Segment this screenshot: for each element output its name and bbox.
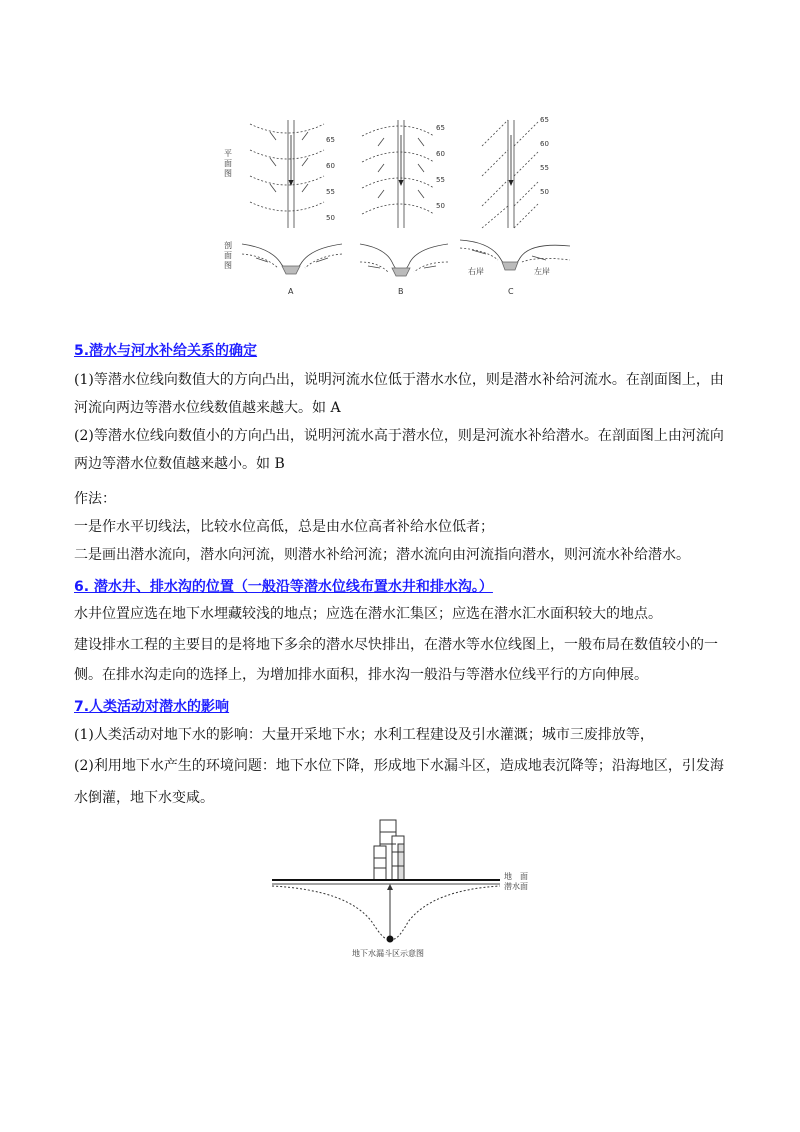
panel-b-plan [362, 120, 434, 228]
panel-c-plan [482, 120, 538, 228]
section5-line-4: 两边等潜水位数值越来越小。如 B [74, 456, 285, 472]
panel-c-contour-3: 55 [540, 164, 549, 172]
section5-line-2: 河流向两边等潜水位线数值越来越大。如 A [74, 400, 341, 416]
figure-caption: 地下水漏斗区示意图 [352, 949, 424, 958]
panel-a-contour-4: 50 [326, 214, 335, 222]
panel-b-section [360, 244, 448, 276]
groundwater-river-figure [220, 110, 580, 305]
panel-b-contour-1: 65 [436, 124, 445, 132]
section5-line-1: (1)等潜水位线向数值大的方向凸出，说明河流水位低于潜水水位，则是潜水补给河流水。在剖面图上，由 [74, 372, 724, 388]
panel-c-contour-2: 60 [540, 140, 549, 148]
panel-b-label: B [398, 287, 404, 296]
pump-point [387, 936, 394, 943]
panel-a-plan [250, 120, 324, 228]
section6-line-2: 建设排水工程的主要目的是将地下多余的潜水尽快排出，在潜水等水位线图上，一般布局在数值较小的一 [74, 637, 718, 653]
panel-b-contour-3: 55 [436, 176, 445, 184]
panel-a-contour-2: 60 [326, 162, 335, 170]
section7-line-2: (2)利用地下水产生的环境问题：地下水位下降，形成地下水漏斗区，造成地表沉降等；沿海地区，引发海 [74, 758, 724, 774]
plan-label-char1: 平 [224, 149, 232, 158]
section5-line-5: 作法： [74, 491, 116, 507]
section7-line-3: 水倒灌，地下水变咸。 [74, 790, 214, 806]
panel-b-contour-4: 50 [436, 202, 445, 210]
panel-a-section [242, 244, 342, 274]
section5-line-3: (2)等潜水位线向数值小的方向凸出，说明河流水高于潜水位，则是河流水补给潜水。在剖面图上由河流向 [74, 428, 724, 444]
panel-c-right-bank: 右岸 [468, 267, 484, 276]
panel-c-left-bank: 左岸 [534, 267, 550, 276]
section-label-char3: 图 [224, 261, 232, 270]
section5-title: 5.潜水与河水补给关系的确定 [74, 343, 258, 359]
panel-a-contour-3: 55 [326, 188, 335, 196]
section6-line-1: 水井位置应选在地下水埋藏较浅的地点；应选在潜水汇集区；应选在潜水汇水面积较大的地点。 [74, 606, 662, 622]
section-label-char1: 剖 [224, 241, 232, 250]
plan-label-char3: 图 [224, 169, 232, 178]
panel-c-contour-4: 50 [540, 188, 549, 196]
panel-c-contour-1: 65 [540, 116, 549, 124]
water-table-label: 潜水面 [504, 882, 528, 891]
plan-label-char2: 面 [224, 159, 232, 168]
section7-line-1: (1)人类活动对地下水的影响：大量开采地下水；水利工程建设及引水灌溉；城市三废排放等， [74, 727, 654, 743]
well-arrow [387, 884, 393, 890]
panel-a-contour-1: 65 [326, 136, 335, 144]
panel-c-label: C [508, 287, 514, 296]
section6-line-3: 侧。在排水沟走向的选择上，为增加排水面积，排水沟一般沿与等潜水位线平行的方向伸展。 [74, 667, 648, 683]
panel-b-contour-2: 60 [436, 150, 445, 158]
ground-label: 地 面 [504, 872, 528, 881]
panel-a-label: A [288, 287, 294, 296]
section6-title: 6. 潜水井、排水沟的位置（一般沿等潜水位线布置水井和排水沟。） [74, 579, 493, 595]
section7-title: 7.人类活动对潜水的影响 [74, 699, 230, 715]
panel-c-section [460, 240, 570, 270]
cone-of-depression-figure [268, 812, 533, 962]
section5-line-6: 一是作水平切线法，比较水位高低，总是由水位高者补给水位低者； [74, 519, 494, 535]
section-label-char2: 面 [224, 251, 232, 260]
section5-line-7: 二是画出潜水流向，潜水向河流，则潜水补给河流；潜水流向由河流指向潜水，则河流水补给潜水。 [74, 547, 690, 563]
city-buildings [374, 820, 404, 880]
depression-curve [272, 886, 500, 939]
